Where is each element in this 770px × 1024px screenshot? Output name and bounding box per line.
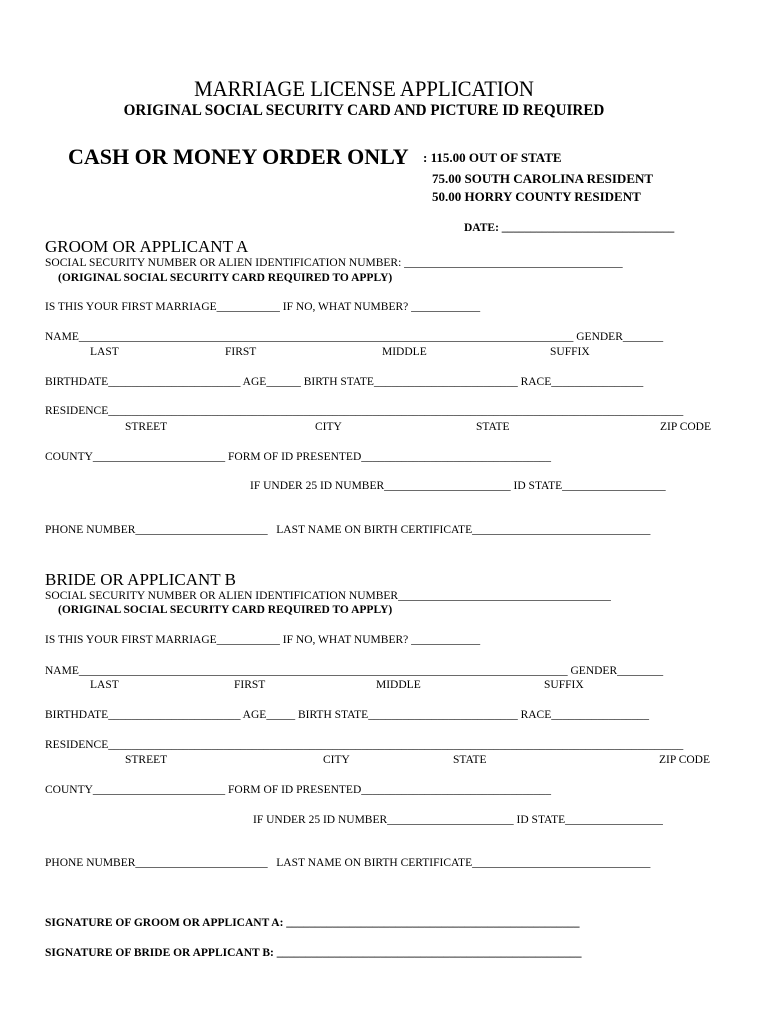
name-sublabel-middle-a: MIDDLE bbox=[382, 346, 427, 358]
signature-field-groom[interactable]: SIGNATURE OF GROOM OR APPLICANT A: ___________________________________________________ bbox=[45, 917, 580, 929]
residence-field-a[interactable]: RESIDENCE____________________________________________________________________________________________________ bbox=[45, 405, 684, 417]
residence-sublabel-zip-a: ZIP CODE bbox=[660, 421, 712, 433]
first-marriage-field-a[interactable]: IS THIS YOUR FIRST MARRIAGE___________ IF NO, WHAT NUMBER? ____________ bbox=[45, 301, 481, 313]
payment-method: CASH OR MONEY ORDER ONLY bbox=[68, 144, 409, 169]
county-id-field-b[interactable]: COUNTY_______________________ FORM OF ID PRESENTED_________________________________ bbox=[45, 784, 552, 796]
ssn-field-a[interactable]: SOCIAL SECURITY NUMBER OR ALIEN IDENTIFICATION NUMBER: ______________________________________ bbox=[45, 257, 623, 269]
residence-sublabel-street-a: STREET bbox=[125, 421, 168, 433]
county-id-field-a[interactable]: COUNTY_______________________ FORM OF ID PRESENTED_________________________________ bbox=[45, 451, 552, 463]
form-subtitle: ORIGINAL SOCIAL SECURITY CARD AND PICTURE ID REQUIRED bbox=[123, 102, 605, 119]
date-field[interactable]: DATE: ______________________________ bbox=[464, 222, 675, 234]
name-sublabel-middle-b: MIDDLE bbox=[376, 679, 421, 691]
under25-id-field-a[interactable]: IF UNDER 25 ID NUMBER______________________ ID STATE__________________ bbox=[250, 480, 666, 492]
name-field-b[interactable]: NAME_____________________________________________________________________________________ GENDER________ bbox=[45, 665, 664, 677]
residence-sublabel-city-a: CITY bbox=[315, 421, 342, 433]
residence-sublabel-street-b: STREET bbox=[125, 754, 168, 766]
name-sublabel-suffix-b: SUFFIX bbox=[544, 679, 584, 691]
name-sublabel-first-b: FIRST bbox=[234, 679, 266, 691]
name-sublabel-suffix-a: SUFFIX bbox=[550, 346, 590, 358]
ssn-note-a: (ORIGINAL SOCIAL SECURITY CARD REQUIRED TO APPLY) bbox=[58, 272, 393, 284]
birth-info-field-a[interactable]: BIRTHDATE_______________________ AGE______ BIRTH STATE_________________________ RACE________________ bbox=[45, 376, 644, 388]
ssn-note-b: (ORIGINAL SOCIAL SECURITY CARD REQUIRED TO APPLY) bbox=[58, 604, 393, 616]
ssn-field-b[interactable]: SOCIAL SECURITY NUMBER OR ALIEN IDENTIFICATION NUMBER_____________________________________ bbox=[45, 590, 611, 602]
under25-id-field-b[interactable]: IF UNDER 25 ID NUMBER______________________ ID STATE_________________ bbox=[253, 814, 663, 826]
residence-sublabel-state-b: STATE bbox=[453, 754, 487, 766]
residence-sublabel-zip-b: ZIP CODE bbox=[659, 754, 711, 766]
name-sublabel-last-a: LAST bbox=[90, 346, 119, 358]
section-heading-applicant-b: BRIDE OR APPLICANT B bbox=[45, 570, 236, 589]
signature-field-bride[interactable]: SIGNATURE OF BRIDE OR APPLICANT B: _____________________________________________________ bbox=[45, 947, 582, 959]
fee-horry-resident: 50.00 HORRY COUNTY RESIDENT bbox=[432, 189, 641, 204]
form-title: MARRIAGE LICENSE APPLICATION bbox=[194, 76, 534, 101]
phone-field-a[interactable]: PHONE NUMBER_______________________ LAST NAME ON BIRTH CERTIFICATE_______________________________ bbox=[45, 524, 651, 536]
section-heading-applicant-a: GROOM OR APPLICANT A bbox=[45, 237, 249, 256]
fee-out-of-state: : 115.00 OUT OF STATE bbox=[423, 150, 562, 165]
residence-sublabel-city-b: CITY bbox=[323, 754, 350, 766]
name-sublabel-last-b: LAST bbox=[90, 679, 119, 691]
phone-field-b[interactable]: PHONE NUMBER_______________________ LAST NAME ON BIRTH CERTIFICATE_______________________________ bbox=[45, 857, 651, 869]
residence-field-b[interactable]: RESIDENCE____________________________________________________________________________________________________ bbox=[45, 739, 684, 751]
residence-sublabel-state-a: STATE bbox=[476, 421, 510, 433]
name-sublabel-first-a: FIRST bbox=[225, 346, 257, 358]
fee-sc-resident: 75.00 SOUTH CAROLINA RESIDENT bbox=[432, 171, 654, 186]
first-marriage-field-b[interactable]: IS THIS YOUR FIRST MARRIAGE___________ IF NO, WHAT NUMBER? ____________ bbox=[45, 634, 481, 646]
birth-info-field-b[interactable]: BIRTHDATE_______________________ AGE_____ BIRTH STATE__________________________ RACE_________________ bbox=[45, 709, 650, 721]
name-field-a[interactable]: NAME______________________________________________________________________________________ GENDER_______ bbox=[45, 331, 664, 343]
